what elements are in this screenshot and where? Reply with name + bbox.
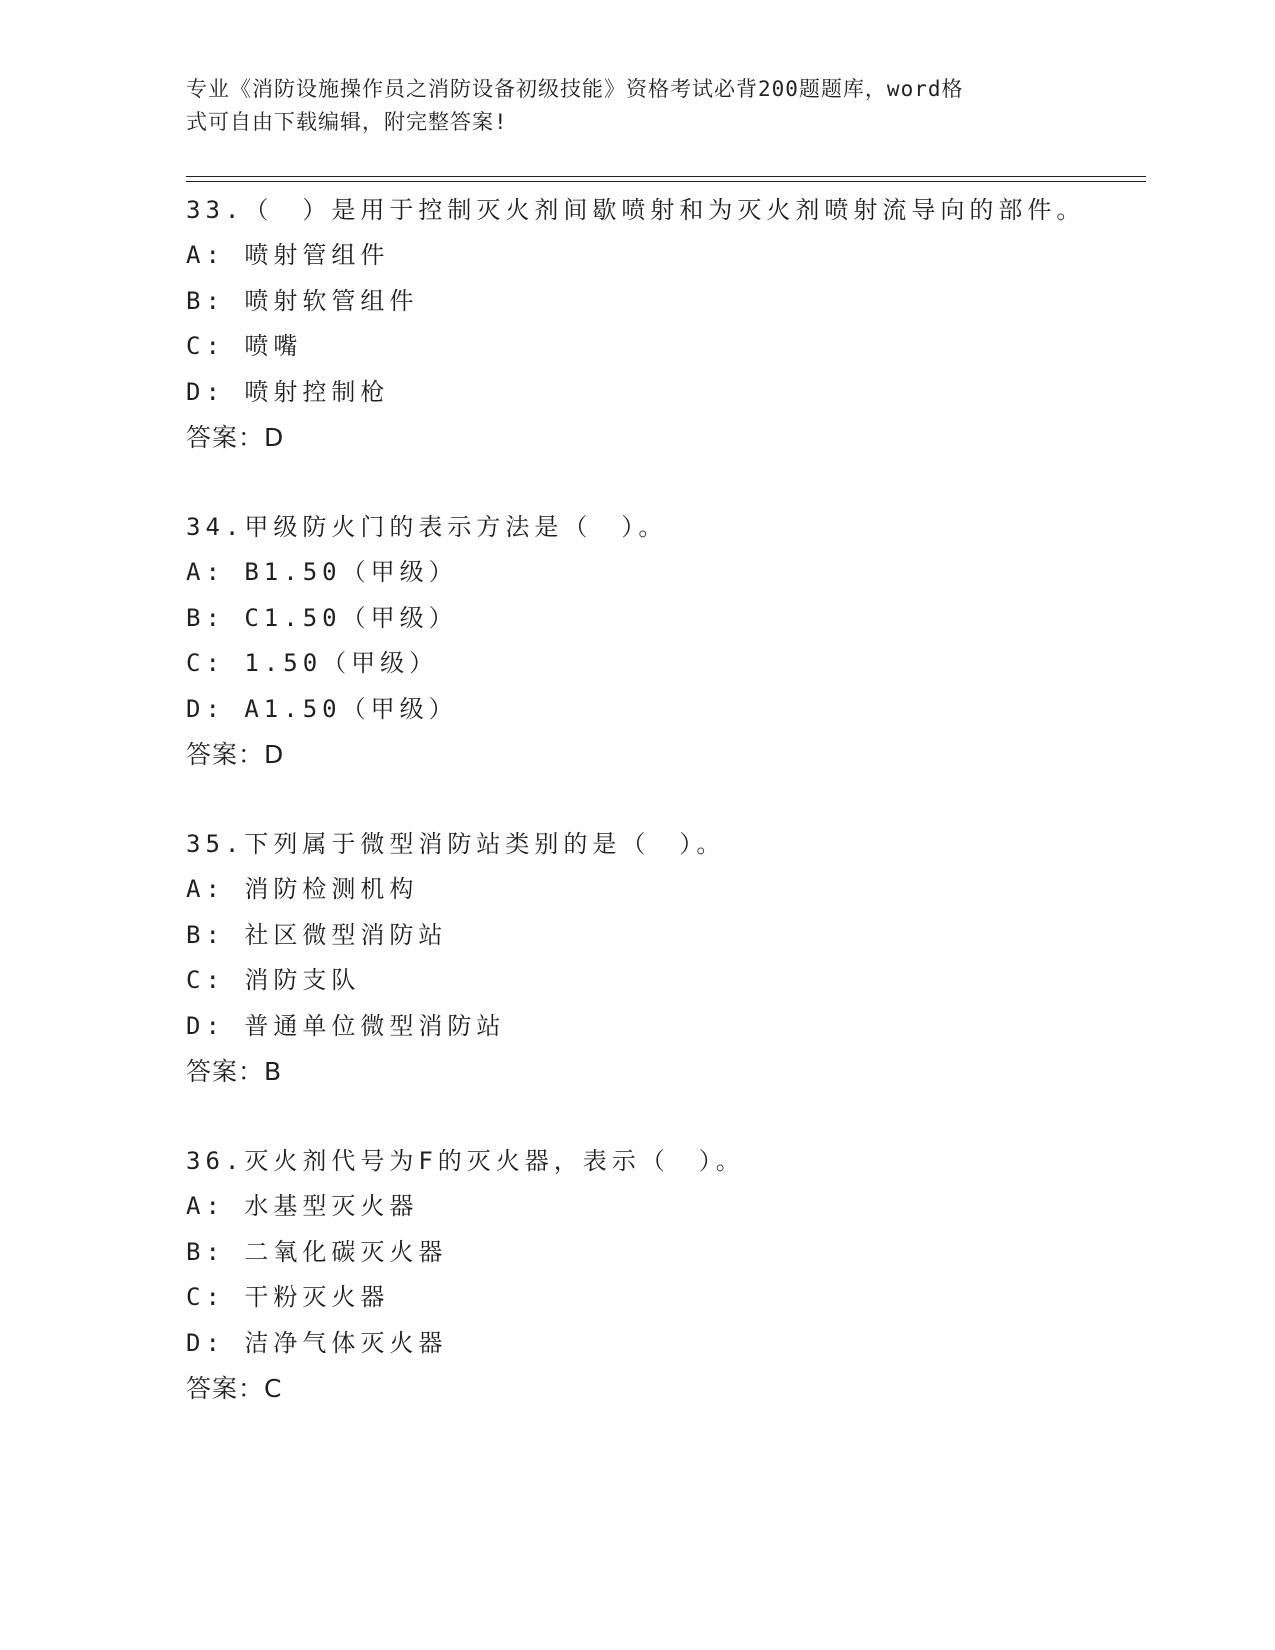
option-d: D: A1.50（甲级）: [186, 694, 458, 723]
header-line-2: 式可自由下载编辑，附完整答案!: [186, 110, 508, 134]
option-c: C: 干粉灭火器: [186, 1283, 390, 1312]
header-divider-bottom: [186, 181, 1146, 182]
option-a: A: 喷射管组件: [186, 241, 390, 270]
question-33: [186, 188, 1146, 460]
answer: 答案：D: [186, 422, 285, 452]
option-b: B: C1.50（甲级）: [186, 603, 458, 632]
question-35: [186, 822, 1146, 1094]
header-line-1: 专业《消防设施操作员之消防设备初级技能》资格考试必背200题题库，word格: [186, 77, 964, 101]
option-a: A: 消防检测机构: [186, 875, 419, 904]
option-d: D: 喷射控制枪: [186, 377, 390, 406]
option-a: A: 水基型灭火器: [186, 1192, 419, 1221]
question-36: [186, 1139, 1146, 1411]
question-34: [186, 505, 1146, 777]
option-c: C: 1.50（甲级）: [186, 649, 439, 678]
option-c: C: 喷嘴: [186, 332, 303, 361]
answer: 答案：B: [186, 1056, 283, 1086]
question-stem: 36.灭火剂代号为F的灭火器，表示（ ）。: [186, 1147, 745, 1175]
option-b: B: 喷射软管组件: [186, 286, 419, 315]
header-divider-top: [186, 176, 1146, 177]
question-stem: 34.甲级防火门的表示方法是（ ）。: [186, 513, 668, 541]
option-a: A: B1.50（甲级）: [186, 558, 458, 587]
question-stem: 33.（ ）是用于控制灭火剂间歇喷射和为灭火剂喷射流导向的部件。: [186, 196, 1086, 224]
option-d: D: 洁净气体灭火器: [186, 1328, 448, 1357]
option-c: C: 消防支队: [186, 966, 361, 995]
answer: 答案：C: [186, 1373, 283, 1403]
option-b: B: 二氧化碳灭火器: [186, 1237, 448, 1266]
option-d: D: 普通单位微型消防站: [186, 1011, 506, 1040]
question-stem: 35.下列属于微型消防站类别的是（ ）。: [186, 830, 726, 858]
document-header: [186, 73, 1066, 139]
option-b: B: 社区微型消防站: [186, 920, 448, 949]
answer: 答案：D: [186, 739, 285, 769]
